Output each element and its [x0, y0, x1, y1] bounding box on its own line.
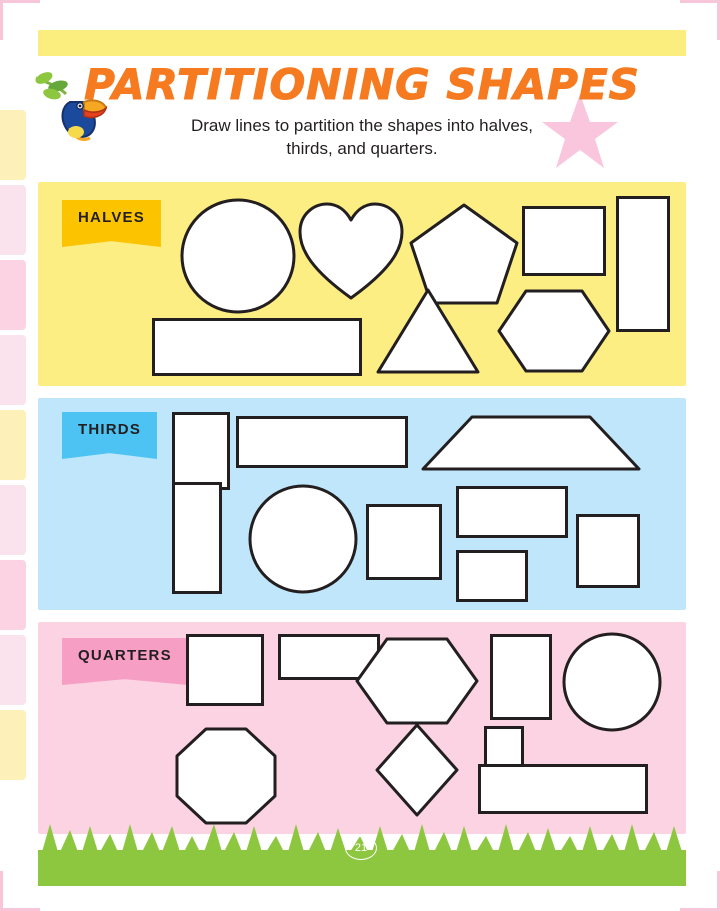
shape-square[interactable]	[366, 504, 442, 580]
shape-tall-rectangle[interactable]	[490, 634, 552, 720]
edge-tab	[0, 110, 26, 180]
subtitle-line-1: Draw lines to partition the shapes into halves,	[190, 116, 534, 135]
subtitle-line-2: thirds, and quarters.	[286, 139, 438, 158]
shape-diamond[interactable]	[374, 722, 460, 818]
section-label-quarters: QUARTERS	[62, 638, 188, 672]
shape-hexagon[interactable]	[354, 636, 480, 726]
crop-mark	[0, 871, 3, 911]
shape-circle[interactable]	[178, 196, 298, 316]
page-header	[38, 56, 686, 176]
shape-hexagon[interactable]	[496, 288, 612, 374]
edge-strip	[0, 0, 34, 911]
shape-trapezoid[interactable]	[420, 414, 642, 472]
shape-square[interactable]	[522, 206, 606, 276]
top-decorative-bar	[38, 30, 686, 56]
page-number: 21	[345, 836, 377, 860]
shape-circle[interactable]	[246, 482, 360, 596]
section-label-thirds: THIRDS	[62, 412, 157, 446]
section-quarters	[38, 622, 686, 834]
edge-tab	[0, 635, 26, 705]
page-title: PARTITIONING SHAPES	[84, 60, 640, 109]
edge-tab	[0, 335, 26, 405]
shape-small-rectangle[interactable]	[456, 550, 528, 602]
shape-wide-rectangle-2[interactable]	[478, 764, 648, 814]
shape-tall-rectangle[interactable]	[616, 196, 670, 332]
shape-tall-rectangle[interactable]	[172, 412, 230, 490]
shape-tall-rectangle-2[interactable]	[172, 482, 222, 594]
edge-tab	[0, 560, 26, 630]
shape-square-2[interactable]	[576, 514, 640, 588]
edge-tab	[0, 185, 26, 255]
section-label-halves: HALVES	[62, 200, 161, 234]
edge-tab	[0, 260, 26, 330]
edge-tab	[0, 710, 26, 780]
shape-octagon[interactable]	[174, 726, 278, 826]
section-thirds	[38, 398, 686, 610]
crop-mark	[0, 0, 40, 3]
section-halves	[38, 182, 686, 386]
shape-circle[interactable]	[560, 630, 664, 734]
shape-square[interactable]	[186, 634, 264, 706]
crop-mark	[0, 0, 3, 40]
edge-tab	[0, 485, 26, 555]
crop-mark	[680, 0, 720, 3]
shape-wide-rectangle[interactable]	[152, 318, 362, 376]
shape-wide-rectangle[interactable]	[236, 416, 408, 468]
edge-tab	[0, 410, 26, 480]
shape-wide-rectangle-2[interactable]	[456, 486, 568, 538]
shape-triangle[interactable]	[374, 286, 482, 376]
page-subtitle	[112, 114, 612, 160]
